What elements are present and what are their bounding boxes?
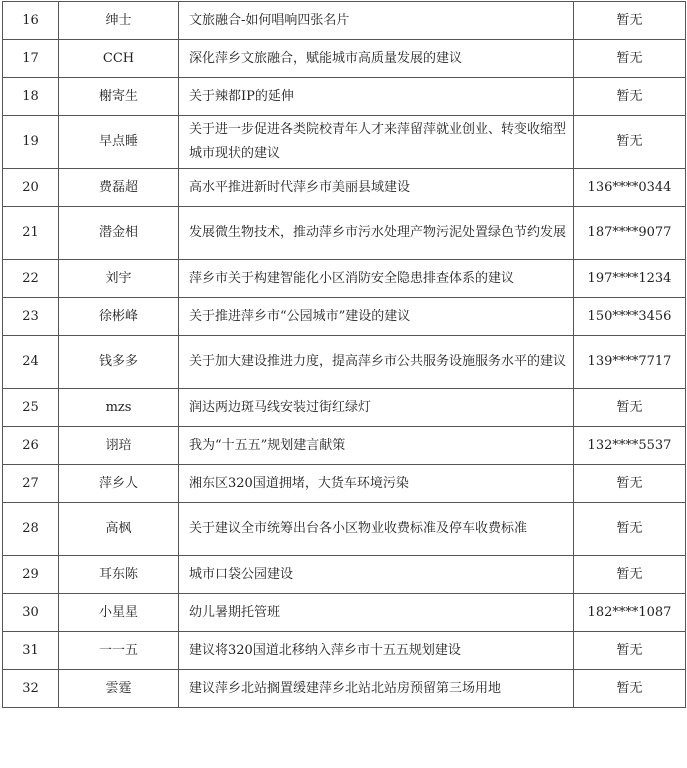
author-name-cell: 绅士 — [59, 2, 179, 40]
phone-number-cell: 暂无 — [574, 116, 686, 169]
suggestion-title-cell: 关于加大建设推进力度，提高萍乡市公共服务设施服务水平的建议 — [179, 336, 574, 389]
row-number-cell: 26 — [3, 427, 59, 465]
suggestion-title-cell: 建议萍乡北站搁置缓建萍乡北站北站房预留第三场用地 — [179, 670, 574, 708]
table-row — [3, 78, 686, 116]
phone-number-cell: 暂无 — [574, 2, 686, 40]
author-name-cell: 雲霆 — [59, 670, 179, 708]
suggestion-title-cell: 高水平推进新时代萍乡市美丽县域建设 — [179, 169, 574, 207]
table-row — [3, 207, 686, 260]
phone-number-cell: 暂无 — [574, 632, 686, 670]
table-row — [3, 594, 686, 632]
suggestion-title-cell: 我为“十五五”规划建言献策 — [179, 427, 574, 465]
author-name-cell: 一一五 — [59, 632, 179, 670]
phone-number-cell: 136****0344 — [574, 169, 686, 207]
phone-number-cell: 暂无 — [574, 78, 686, 116]
phone-number-cell: 暂无 — [574, 389, 686, 427]
phone-number-cell: 187****9077 — [574, 207, 686, 260]
suggestion-title-cell: 深化萍乡文旅融合，赋能城市高质量发展的建议 — [179, 40, 574, 78]
suggestion-table-body — [3, 2, 686, 708]
row-number-cell: 19 — [3, 116, 59, 169]
suggestion-title-cell: 幼儿暑期托管班 — [179, 594, 574, 632]
suggestion-title-cell: 关于辣都IP的延伸 — [179, 78, 574, 116]
phone-number-cell: 暂无 — [574, 670, 686, 708]
author-name-cell: 潜金相 — [59, 207, 179, 260]
row-number-cell: 32 — [3, 670, 59, 708]
row-number-cell: 29 — [3, 556, 59, 594]
row-number-cell: 24 — [3, 336, 59, 389]
row-number-cell: 31 — [3, 632, 59, 670]
phone-number-cell: 暂无 — [574, 40, 686, 78]
row-number-cell: 23 — [3, 298, 59, 336]
table-row — [3, 336, 686, 389]
suggestion-table — [2, 1, 686, 708]
row-number-cell: 28 — [3, 503, 59, 556]
author-name-cell: 徐彬峰 — [59, 298, 179, 336]
phone-number-cell: 132****5537 — [574, 427, 686, 465]
author-name-cell: 刘宇 — [59, 260, 179, 298]
row-number-cell: 27 — [3, 465, 59, 503]
author-name-cell: 费磊超 — [59, 169, 179, 207]
row-number-cell: 21 — [3, 207, 59, 260]
suggestion-title-cell: 润达两边斑马线安装过街红绿灯 — [179, 389, 574, 427]
author-name-cell: 钱多多 — [59, 336, 179, 389]
author-name-cell: 小星星 — [59, 594, 179, 632]
table-row — [3, 556, 686, 594]
table-row — [3, 116, 686, 169]
table-row — [3, 632, 686, 670]
author-name-cell: 诩琣 — [59, 427, 179, 465]
suggestion-title-cell: 文旅融合-如何唱响四张名片 — [179, 2, 574, 40]
author-name-cell: CCH — [59, 40, 179, 78]
author-name-cell: mzs — [59, 389, 179, 427]
suggestion-title-cell: 关于进一步促进各类院校青年人才来萍留萍就业创业、转变收缩型城市现状的建议 — [179, 116, 574, 169]
phone-number-cell: 182****1087 — [574, 594, 686, 632]
suggestion-title-cell: 关于推进萍乡市“公园城市”建设的建议 — [179, 298, 574, 336]
table-row — [3, 670, 686, 708]
row-number-cell: 22 — [3, 260, 59, 298]
author-name-cell: 高枫 — [59, 503, 179, 556]
phone-number-cell: 139****7717 — [574, 336, 686, 389]
suggestion-title-cell: 建议将320国道北移纳入萍乡市十五五规划建设 — [179, 632, 574, 670]
table-row — [3, 40, 686, 78]
table-row — [3, 503, 686, 556]
phone-number-cell: 暂无 — [574, 503, 686, 556]
suggestion-title-cell: 城市口袋公园建设 — [179, 556, 574, 594]
table-row — [3, 260, 686, 298]
row-number-cell: 30 — [3, 594, 59, 632]
table-row — [3, 427, 686, 465]
author-name-cell: 榭寄生 — [59, 78, 179, 116]
suggestion-title-cell: 关于建议全市统筹出台各小区物业收费标准及停车收费标准 — [179, 503, 574, 556]
author-name-cell: 萍乡人 — [59, 465, 179, 503]
suggestion-title-cell: 发展微生物技术，推动萍乡市污水处理产物污泥处置绿色节约发展 — [179, 207, 574, 260]
suggestion-title-cell: 萍乡市关于构建智能化小区消防安全隐患排查体系的建议 — [179, 260, 574, 298]
phone-number-cell: 197****1234 — [574, 260, 686, 298]
row-number-cell: 17 — [3, 40, 59, 78]
table-row — [3, 465, 686, 503]
author-name-cell: 早点睡 — [59, 116, 179, 169]
table-row — [3, 169, 686, 207]
phone-number-cell: 150****3456 — [574, 298, 686, 336]
table-row — [3, 2, 686, 40]
row-number-cell: 25 — [3, 389, 59, 427]
row-number-cell: 20 — [3, 169, 59, 207]
row-number-cell: 18 — [3, 78, 59, 116]
row-number-cell: 16 — [3, 2, 59, 40]
author-name-cell: 耳东陈 — [59, 556, 179, 594]
table-row — [3, 389, 686, 427]
phone-number-cell: 暂无 — [574, 465, 686, 503]
table-row — [3, 298, 686, 336]
suggestion-title-cell: 湘东区320国道拥堵，大货车环境污染 — [179, 465, 574, 503]
phone-number-cell: 暂无 — [574, 556, 686, 594]
